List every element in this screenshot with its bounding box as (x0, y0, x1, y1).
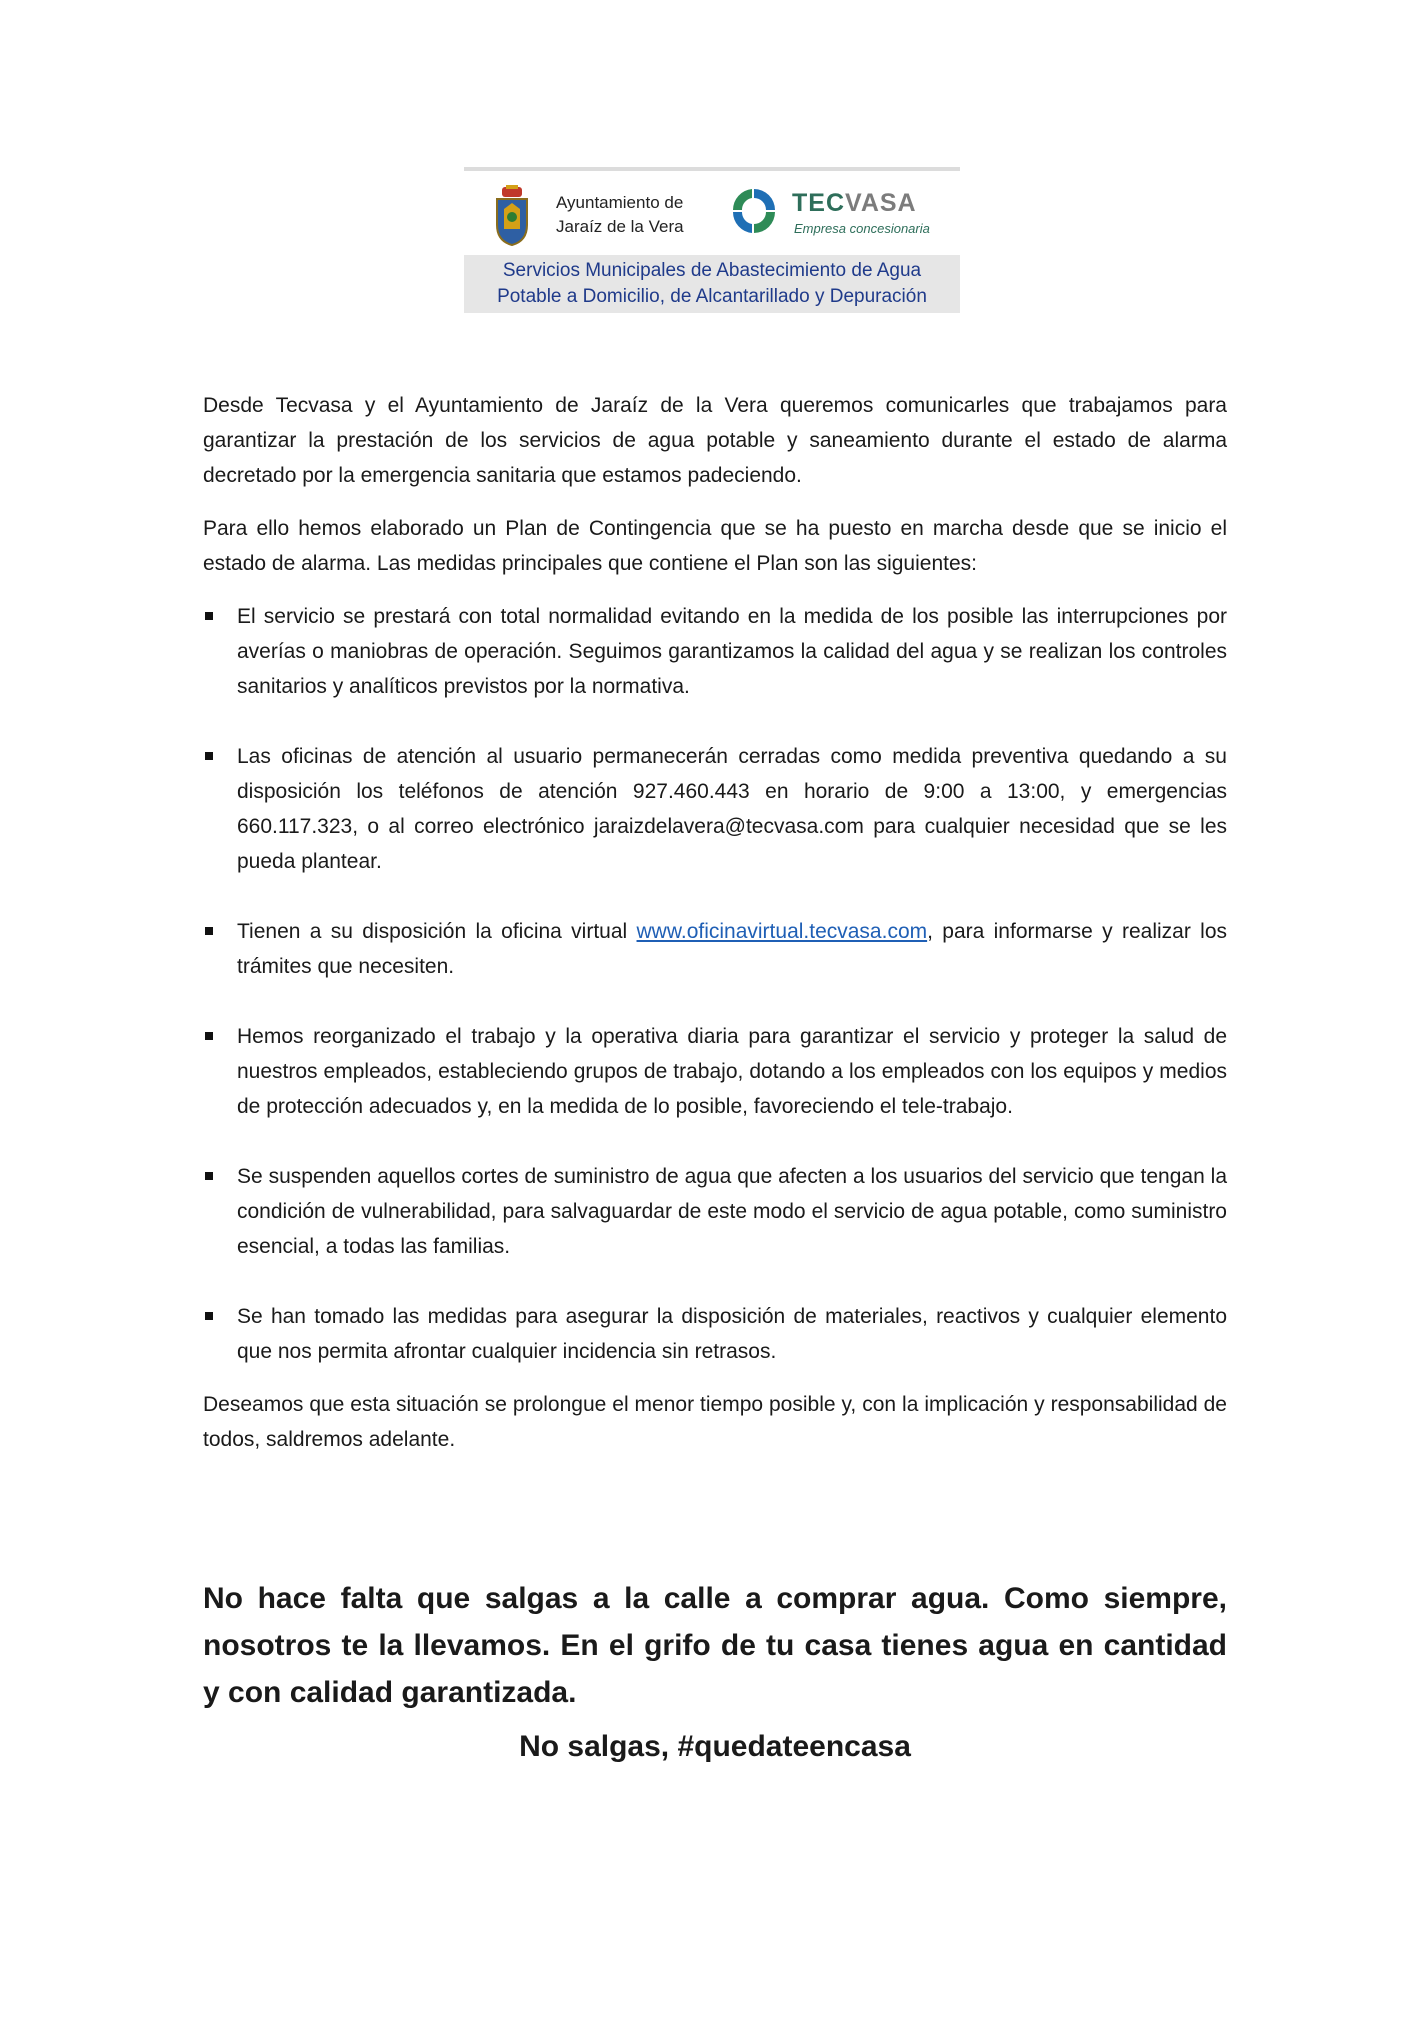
company-name-part-b: VASA (845, 189, 917, 217)
list-item (203, 1159, 1227, 1264)
bullet-square-icon (205, 1172, 213, 1180)
ayuntamiento-line-2: Jaraíz de la Vera (556, 217, 684, 236)
ayuntamiento-name (556, 191, 684, 239)
coat-of-arms-icon (494, 185, 530, 247)
measure-text: Se suspenden aquellos cortes de suministro de agua que afecten a los usuarios del servicio que tengan la condición de vulnerabilidad, para salvaguardar de este modo el servicio de agua potable, como suministro esencial, a todas las familias. (237, 1165, 1227, 1258)
measure-text: El servicio se prestará con total normalidad evitando en la medida de los posible las interrupciones por averías o maniobras de operación. Seguimos garantizamos la calidad del agua y se realizan los controles sanitarios y analíticos previstos por la normativa. (237, 605, 1227, 698)
services-line-1: Servicios Municipales de Abastecimiento de Agua (502, 260, 922, 281)
closing-paragraph: Deseamos que esta situación se prolongue el menor tiempo posible y, con la implicación y responsabilidad de todos, saldremos adelante. (203, 1393, 1227, 1451)
list-item (203, 599, 1227, 704)
tecvasa-logo-icon (729, 185, 779, 237)
bullet-square-icon (205, 927, 213, 935)
bullet-square-icon (205, 1032, 213, 1040)
measure-text: , para informarse y realizar los trámites que necesiten. (237, 920, 1227, 978)
measures-list (203, 599, 1227, 1369)
list-item (203, 739, 1227, 879)
letter-body (203, 388, 1227, 1457)
services-description (464, 255, 960, 313)
bullet-square-icon (205, 1312, 213, 1320)
plan-paragraph: Para ello hemos elaborado un Plan de Contingencia que se ha puesto en marcha desde que se inicio el estado de alarma. Las medidas principales que contiene el Plan son las siguientes: (203, 517, 1227, 575)
banner-logos (464, 171, 960, 255)
header-banner (464, 167, 960, 313)
measure-text: Se han tomado las medidas para asegurar la disposición de materiales, reactivos y cualquier elemento que nos permita afrontar cualquier incidencia sin retrasos. (237, 1305, 1227, 1363)
ayuntamiento-line-1: Ayuntamiento de (556, 193, 684, 212)
services-line-2: Potable a Domicilio, de Alcantarillado y Depuración (497, 286, 927, 307)
list-item (203, 1299, 1227, 1369)
slogan-paragraph: No hace falta que salgas a la calle a comprar agua. Como siempre, nosotros te la llevamos. En el grifo de tu casa tienes agua en cantidad y con calidad garantizada. (203, 1582, 1227, 1709)
measure-text: Hemos reorganizado el trabajo y la operativa diaria para garantizar el servicio y proteger la salud de nuestros empleados, estableciendo grupos de trabajo, dotando a los empleados con los equipos y medios de protección adecuados y, en la medida de lo posible, favoreciendo el tele-trabajo. (237, 1025, 1227, 1118)
intro-paragraph: Desde Tecvasa y el Ayuntamiento de Jaraíz de la Vera queremos comunicarles que trabajamos para garantizar la prestación de los servicios de agua potable y saneamiento durante el estado de alarma decretado por la emergencia sanitaria que estamos padeciendo. (203, 394, 1227, 487)
company-name-part-a: TEC (792, 189, 845, 217)
list-item (203, 914, 1227, 984)
bullet-square-icon (205, 752, 213, 760)
list-item (203, 1019, 1227, 1124)
company-name (792, 189, 917, 218)
bullet-square-icon (205, 612, 213, 620)
measure-text: Tienen a su disposición la oficina virtual (237, 920, 637, 943)
company-tagline: Empresa concesionaria (794, 221, 930, 236)
measure-text: Las oficinas de atención al usuario permanecerán cerradas como medida preventiva quedando a su disposición los teléfonos de atención 927.460.443 en horario de 9:00 a 13:00, y emergencias 660.117.323, o al correo electrónico jaraizdelavera@tecvasa.com para cualquier necesidad que se les pueda plantear. (237, 745, 1227, 873)
virtual-office-link[interactable]: www.oficinavirtual.tecvasa.com (636, 920, 928, 943)
final-message: No salgas, #quedateencasa (519, 1730, 911, 1763)
